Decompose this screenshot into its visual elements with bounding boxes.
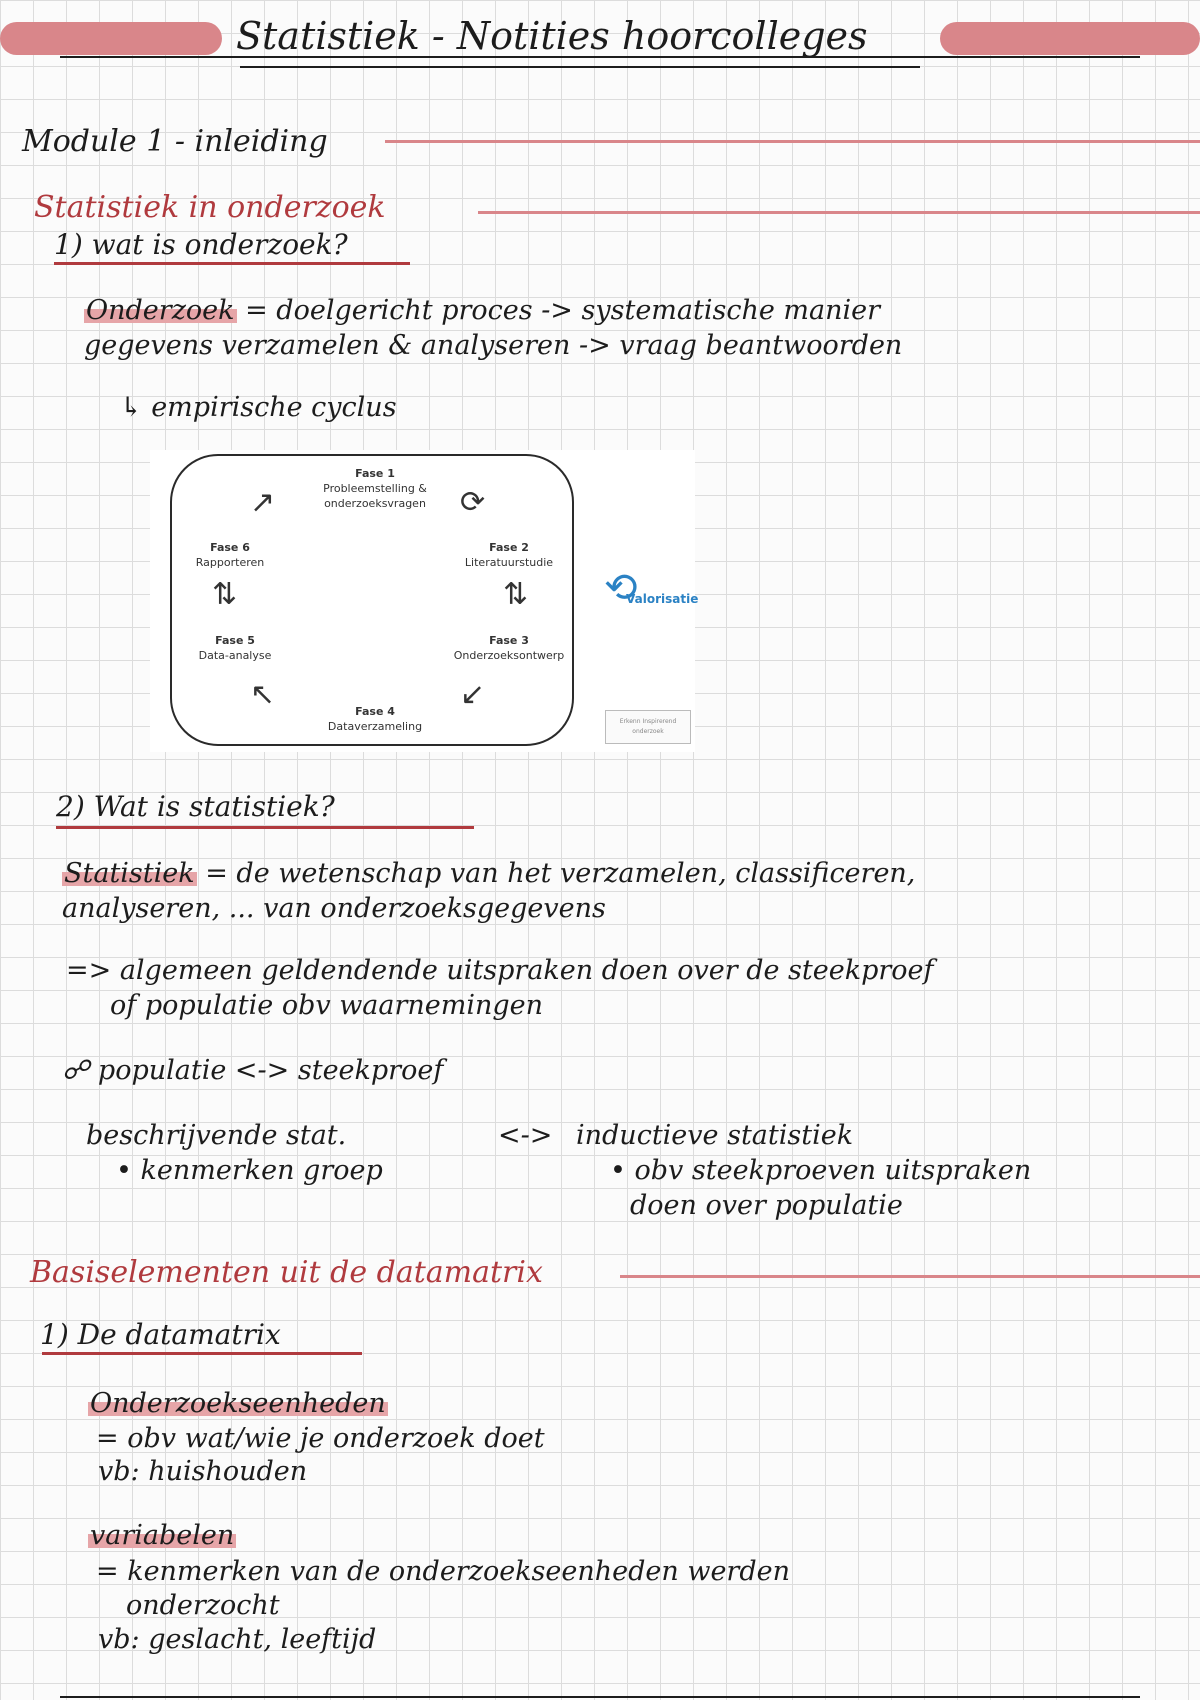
implication-line1: => algemeen geldendende uitspraken doen over de steekproef xyxy=(66,955,934,986)
empirical-cycle-diagram xyxy=(150,450,699,752)
term-variabelen-line xyxy=(88,1520,236,1551)
inductieve-bullet-2: doen over populatie xyxy=(630,1190,903,1221)
arrow-2-to-3-icon: ⇅ xyxy=(503,577,529,612)
header-pill-right xyxy=(940,22,1200,55)
fase-5: Fase 5 Data-analyse xyxy=(198,634,272,662)
compare-arrow: <-> xyxy=(498,1120,553,1151)
arrow-4-to-5-icon: ↖ xyxy=(250,677,276,712)
definition-onderzoek-line2: gegevens verzamelen & analyseren -> vraag beantwoorden xyxy=(84,330,903,361)
section-heading-statistiek: Statistiek in onderzoek xyxy=(34,190,386,225)
question-statistiek: 2) Wat is statistiek? xyxy=(56,790,335,823)
implication-line2: of populatie obv waarnemingen xyxy=(110,990,544,1021)
example-variabelen: vb: geslacht, leeftijd xyxy=(98,1624,377,1655)
fase-6: Fase 6 Rapporteren xyxy=(195,541,265,569)
source-logo: Erkenn Inspirerend onderzoek xyxy=(605,710,691,744)
question-datamatrix: 1) De datamatrix xyxy=(40,1318,281,1351)
section-heading-datamatrix: Basiselementen uit de datamatrix xyxy=(30,1255,543,1290)
inductieve-bullet-1: • obv steekproeven uitspraken xyxy=(610,1155,1032,1186)
term-onderzoek: Onderzoek xyxy=(86,295,235,326)
term-statistiek: Statistiek xyxy=(64,858,195,889)
term-onderzoekseenheden: Onderzoekseenheden xyxy=(90,1388,386,1419)
question-onderzoek: 1) wat is onderzoek? xyxy=(54,228,348,261)
example-onderzoekseenheden: vb: huishouden xyxy=(98,1456,308,1487)
arrow-5-to-6-icon: ⇅ xyxy=(212,577,238,612)
question-onderzoek-underline xyxy=(54,262,410,265)
module-rule xyxy=(385,140,1200,143)
title-underline xyxy=(240,66,920,68)
empirische-cyclus-label: ↳ empirische cyclus xyxy=(120,392,397,423)
populatie-steekproef: ☍ populatie <-> steekproef xyxy=(62,1055,444,1086)
arrow-6-to-1-icon: ↗ xyxy=(250,485,276,520)
definition-variabelen-line2: onderzocht xyxy=(126,1590,280,1621)
beschrijvende-stat-title: beschrijvende stat. xyxy=(86,1120,347,1151)
fase-3: Fase 3 Onderzoeksontwerp xyxy=(453,634,565,662)
definition-statistiek-line2: analyseren, ... van onderzoeksgegevens xyxy=(62,893,606,924)
bottom-rule xyxy=(60,1696,1140,1698)
fase-4: Fase 4 Dataverzameling xyxy=(327,705,423,733)
definition-onderzoek xyxy=(84,295,880,326)
question-datamatrix-underline xyxy=(42,1352,362,1355)
arrow-1-to-2-icon: ⟳ xyxy=(460,485,486,520)
valorisatie-label: Valorisatie xyxy=(626,592,699,606)
section-rule-2 xyxy=(620,1275,1200,1278)
valorisatie-cycle-icon: ⟲ xyxy=(604,565,638,611)
page-title: Statistiek - Notities hoorcolleges xyxy=(236,14,868,58)
module-heading: Module 1 - inleiding xyxy=(22,124,328,159)
header-pill-left xyxy=(0,22,222,55)
fase-2: Fase 2 Literatuurstudie xyxy=(464,541,554,569)
term-variabelen: variabelen xyxy=(90,1520,235,1551)
arrow-3-to-4-icon: ↙ xyxy=(460,677,486,712)
term-onderzoekseenheden-line xyxy=(88,1388,388,1419)
definition-onderzoekseenheden: = obv wat/wie je onderzoek doet xyxy=(96,1423,545,1454)
definition-statistiek xyxy=(62,858,915,889)
inductieve-stat-title: inductieve statistiek xyxy=(576,1120,854,1151)
section-rule-1 xyxy=(478,211,1200,214)
definition-statistiek-rest: = de wetenschap van het verzamelen, classificeren, xyxy=(196,858,916,889)
definition-onderzoek-rest: = doelgericht proces -> systematische manier xyxy=(236,295,881,326)
definition-variabelen-line1: = kenmerken van de onderzoekseenheden werden xyxy=(96,1556,790,1587)
fase-1: Fase 1 Probleemstelling & onderzoeksvragen xyxy=(323,467,427,510)
beschrijvende-bullet: • kenmerken groep xyxy=(116,1155,383,1186)
question-statistiek-underline xyxy=(56,826,474,829)
